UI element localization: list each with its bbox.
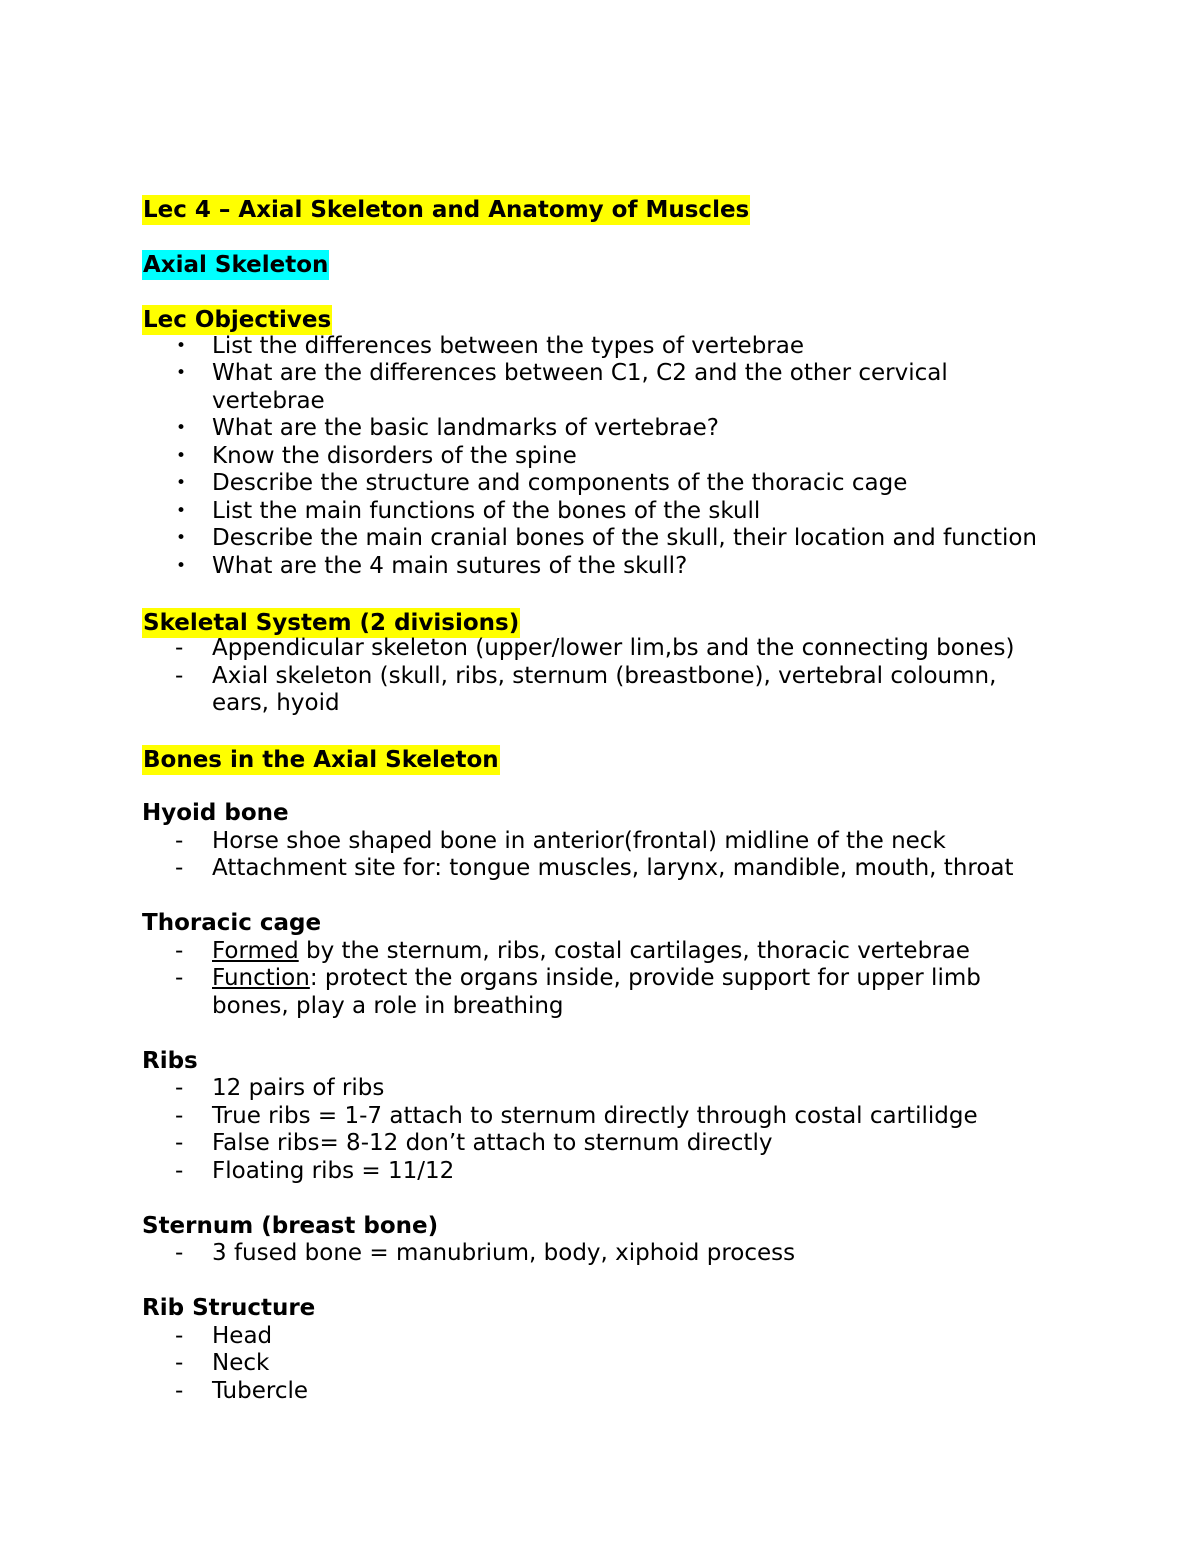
list-item: • List the differences between the types of vertebrae bbox=[176, 332, 804, 359]
list-item: - Tubercle bbox=[175, 1377, 309, 1404]
list-item: • Describe the main cranial bones of the skull, their location and function bbox=[176, 525, 1038, 551]
skeletal-system-heading-line bbox=[142, 608, 1142, 636]
list-item: • What are the 4 main sutures of the skull? bbox=[176, 552, 688, 579]
list-item: - Neck bbox=[175, 1350, 270, 1376]
sternum-heading: Sternum (breast bone) bbox=[142, 1212, 439, 1239]
list-item-continuation: vertebrae bbox=[212, 387, 325, 414]
ribs-list bbox=[142, 1075, 1142, 1185]
list-item-continuation: bones, play a role in breathing bbox=[212, 992, 564, 1019]
objectives-list bbox=[142, 333, 1142, 581]
document-title: Lec 4 – Axial Skeleton and Anatomy of Muscles bbox=[143, 197, 750, 223]
bullet-marker: • bbox=[176, 528, 187, 548]
formed-term: Formed bbox=[212, 937, 299, 964]
dash-marker: - bbox=[175, 1322, 184, 1349]
bullet-marker: • bbox=[176, 445, 187, 466]
section-heading-line bbox=[142, 250, 1142, 278]
list-item: - Function: protect the organs inside, provide support for upper limb bbox=[175, 965, 981, 991]
list-item: - Floating ribs = 11/12 bbox=[175, 1157, 455, 1184]
dash-marker: - bbox=[175, 855, 184, 881]
dash-marker: - bbox=[175, 1102, 184, 1129]
thoracic-list bbox=[142, 938, 1142, 1021]
list-item: - 12 pairs of ribs bbox=[175, 1075, 385, 1101]
hyoid-heading: Hyoid bone bbox=[142, 800, 289, 826]
bullet-marker: • bbox=[176, 335, 187, 356]
list-item: • What are the basic landmarks of vertebrae? bbox=[176, 415, 719, 441]
bullet-marker: • bbox=[176, 418, 187, 438]
list-item-continuation: ears, hyoid bbox=[212, 690, 340, 716]
bullet-marker: • bbox=[176, 500, 187, 521]
rib-structure-heading: Rib Structure bbox=[142, 1295, 316, 1321]
list-item: - 3 fused bone = manubrium, body, xiphoid process bbox=[175, 1240, 796, 1266]
hyoid-list bbox=[142, 828, 1142, 883]
list-item: • List the main functions of the bones of the skull bbox=[176, 497, 761, 524]
bones-heading-line bbox=[142, 745, 1142, 773]
list-item: - Horse shoe shaped bone in anterior(frontal) midline of the neck bbox=[175, 827, 946, 854]
skeletal-system-heading: Skeletal System (2 divisions) bbox=[143, 609, 520, 636]
list-item: • What are the differences between C1, C2 and the other cervical bbox=[176, 360, 948, 386]
dash-marker: - bbox=[175, 1377, 184, 1404]
bullet-marker: • bbox=[176, 363, 187, 383]
title-line bbox=[142, 195, 1142, 223]
list-item: - True ribs = 1-7 attach to sternum directly through costal cartilidge bbox=[175, 1102, 978, 1129]
list-item: • Know the disorders of the spine bbox=[176, 442, 577, 469]
objectives-heading-line bbox=[142, 305, 1142, 333]
list-item: • Describe the structure and components of the thoracic cage bbox=[176, 470, 908, 496]
list-item: - Head bbox=[175, 1322, 273, 1349]
document-body bbox=[142, 195, 1142, 1405]
ribs-heading: Ribs bbox=[142, 1047, 198, 1074]
dash-marker: - bbox=[175, 635, 184, 661]
rib-structure-list bbox=[142, 1323, 1142, 1406]
dash-marker: - bbox=[175, 937, 184, 964]
list-item: - False ribs= 8-12 don’t attach to sternum directly bbox=[175, 1130, 773, 1156]
dash-marker: - bbox=[175, 1075, 184, 1101]
function-term: Function bbox=[212, 965, 310, 991]
list-item: - Appendicular skeleton (upper/lower lim,bs and the connecting bones) bbox=[175, 635, 1015, 661]
skeletal-system-list bbox=[142, 635, 1142, 718]
dash-marker: - bbox=[175, 1157, 184, 1184]
dash-marker: - bbox=[175, 1240, 184, 1266]
dash-marker: - bbox=[175, 1130, 184, 1156]
thoracic-heading: Thoracic cage bbox=[142, 910, 322, 936]
bullet-marker: • bbox=[176, 555, 187, 576]
dash-marker: - bbox=[175, 1350, 184, 1376]
dash-marker: - bbox=[175, 662, 184, 689]
bullet-marker: • bbox=[176, 473, 187, 493]
sternum-list bbox=[142, 1240, 1142, 1268]
list-item: - Axial skeleton (skull, ribs, sternum (breastbone), vertebral coloumn, bbox=[175, 662, 997, 689]
bones-heading: Bones in the Axial Skeleton bbox=[143, 747, 499, 773]
list-item: - Formed by the sternum, ribs, costal cartilages, thoracic vertebrae bbox=[175, 937, 970, 964]
objectives-heading: Lec Objectives bbox=[143, 307, 332, 333]
dash-marker: - bbox=[175, 965, 184, 991]
dash-marker: - bbox=[175, 827, 184, 854]
list-item: - Attachment site for: tongue muscles, larynx, mandible, mouth, throat bbox=[175, 855, 1014, 881]
section-heading: Axial Skeleton bbox=[143, 252, 329, 278]
